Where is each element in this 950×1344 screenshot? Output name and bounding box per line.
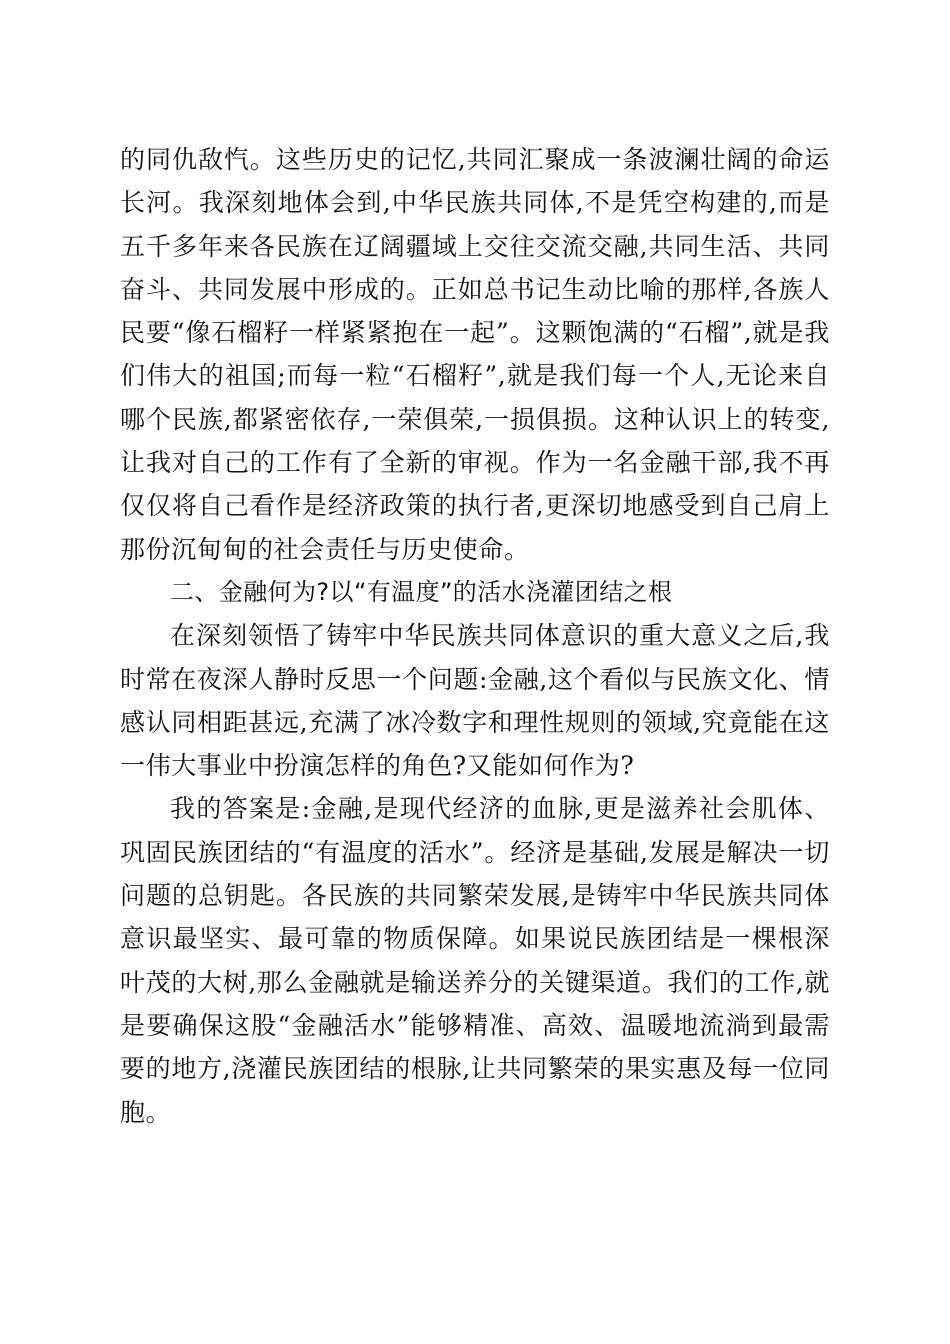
document-body (120, 138, 830, 1134)
body-paragraph-answer: 我的答案是:金融,是现代经济的血脉,更是滋养社会肌体、巩固民族团结的“有温度的活水”。经济是基础,发展是解决一切问题的总钥匙。各民族的共同繁荣发展,是铸牢中华民族共同体意识最坚实、最可靠的物质保障。如果说民族团结是一棵根深叶茂的大树,那么金融就是输送养分的关键渠道。我们的工作,就是要确保这股“金融活水”能够精准、高效、温暖地流淌到最需要的地方,浇灌民族团结的根脉,让共同繁荣的果实惠及每一位同胞。 (120, 794, 830, 1127)
section-heading-2: 二、金融何为?以“有温度”的活水浇灌团结之根 (170, 577, 673, 606)
body-paragraph-question: 在深刻领悟了铸牢中华民族共同体意识的重大意义之后,我时常在夜深人静时反思一个问题:金融,这个看似与民族文化、情感认同相距甚远,充满了冰冷数字和理性规则的领域,究竟能在这一伟大事业中扮演怎样的角色?又能如何作为? (120, 621, 830, 781)
body-paragraph-continuation: 的同仇敌忾。这些历史的记忆,共同汇聚成一条波澜壮阔的命运长河。我深刻地体会到,中华民族共同体,不是凭空构建的,而是五千多年来各民族在辽阔疆域上交往交流交融,共同生活、共同奋斗、共同发展中形成的。正如总书记生动比喻的那样,各族人民要“像石榴籽一样紧紧抱在一起”。这颗饱满的“石榴”,就是我们伟大的祖国;而每一粒“石榴籽”,就是我们每一个人,无论来自哪个民族,都紧密依存,一荣俱荣,一损俱损。这种认识上的转变,让我对自己的工作有了全新的审视。作为一名金融干部,我不再仅仅将自己看作是经济政策的执行者,更深切地感受到自己肩上那份沉甸甸的社会责任与历史使命。 (120, 145, 830, 564)
